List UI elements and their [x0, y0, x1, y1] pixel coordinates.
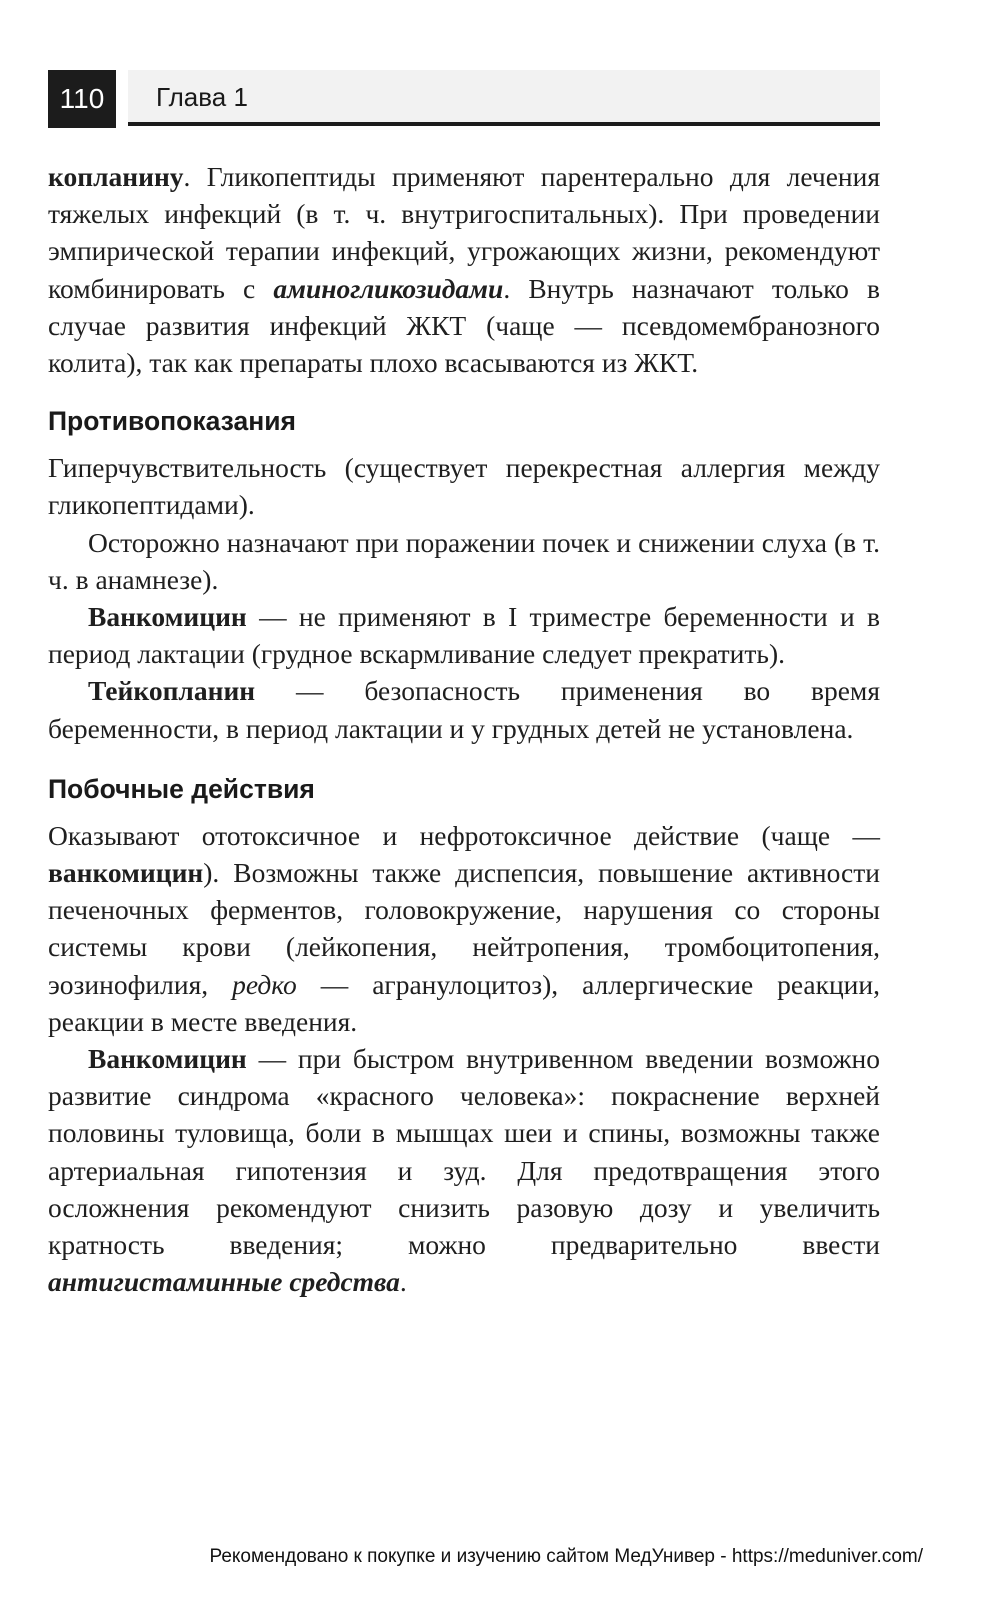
paragraph-text: — безопасность применения во время беременности, в период лактации и у грудных детей не установлена. — [48, 675, 880, 744]
side-effects-paragraph — [48, 817, 880, 1040]
paragraph-text: . Внутрь назначают только в случае развития инфекций ЖКТ (чаще — псевдомембранозного колита), так как препараты плохо всасываются из ЖКТ. — [48, 272, 880, 379]
side-effects-heading: Побочные действия — [48, 773, 315, 804]
drug-name: Тейкопланин — [88, 675, 256, 707]
contraindications-heading: Противопоказания — [48, 406, 296, 437]
cross-reference: антигистаминные средства — [48, 1266, 400, 1298]
paragraph-text: . Гликопептиды применяют парентерально для лечения тяжелых инфекций (в т. ч. внутригоспитальных). При проведении эмпирической терапии инфекций, угрожающих жизни, рекомендуют комбинировать с — [48, 161, 880, 304]
footer-watermark: Рекомендовано к покупке и изучению сайтом МедУнивер - https://meduniver.com/ — [209, 1546, 923, 1567]
intro-paragraph — [48, 158, 880, 381]
teicoplanin-contra-paragraph — [48, 672, 880, 746]
vancomycin-side-effects-paragraph — [48, 1040, 880, 1300]
caution-paragraph: Осторожно назначают при поражении почек и снижении слуха (в т. ч. в анамнезе). — [48, 526, 880, 595]
chapter-title: Глава 1 — [156, 82, 248, 112]
paragraph-text: — агранулоцитоз), аллергические реакции, реакции в месте введения. — [48, 968, 880, 1037]
paragraph-text: Оказывают ототоксичное и нефротоксичное действие (чаще — — [48, 819, 880, 851]
page-header — [48, 70, 880, 128]
drug-name: копланину — [48, 161, 184, 192]
paragraph-text: ). Возможны также диспепсия, повышение активности печеночных ферментов, головокружение, нарушения со стороны системы крови (лейкопения, нейтропения, тромбоцитопения, эозинофилия, — [48, 857, 880, 1000]
cross-reference: аминогликозидами — [273, 272, 504, 304]
header-rule — [128, 122, 880, 126]
drug-name: Ванкомицин — [88, 601, 247, 633]
drug-name: Ванкомицин — [88, 1043, 247, 1075]
page-number: 110 — [48, 70, 116, 128]
paragraph-text: — не применяют в I триместре беременности и в период лактации (грудное вскармливание следует прекратить). — [48, 601, 880, 670]
contraindications-paragraph: Гиперчувствительность (существует перекрестная аллергия между гликопептидами). — [48, 452, 880, 521]
emphasis-text: редко — [232, 968, 297, 1000]
vancomycin-contra-paragraph — [48, 598, 880, 672]
paragraph-text: . — [399, 1266, 407, 1298]
paragraph-text: — при быстром внутривенном введении возможно развитие синдрома «красного человека»: покраснение верхней половины туловища, боли в мышцах шеи и спины, возможны также артериальная гипотензия и зуд. Для предотвращения этого осложнения рекомендуют снизить разовую дозу и увеличить кратность введения; можно предварительно ввести — [48, 1043, 880, 1261]
page-body — [48, 158, 880, 1300]
drug-name: ванкомицин — [48, 857, 204, 889]
